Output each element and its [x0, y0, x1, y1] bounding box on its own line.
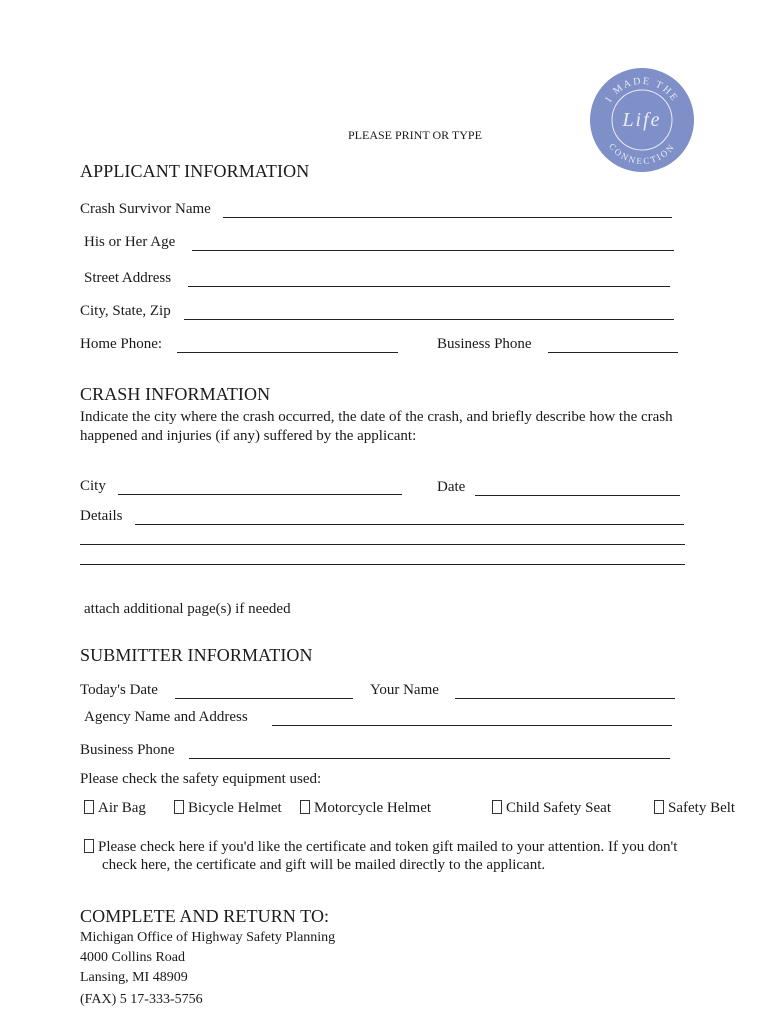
equipment-bicycle-helmet[interactable]	[174, 800, 282, 817]
seal-center-text: Life	[622, 109, 662, 131]
street-address-label: Street Address	[84, 270, 172, 286]
seal-top-text: I MADE THE	[603, 75, 681, 105]
i-made-the-life-connection-seal	[588, 66, 696, 174]
equipment-label: Safety Belt	[668, 800, 736, 816]
crash-date-field[interactable]	[475, 495, 680, 496]
return-street: 4000 Collins Road	[80, 950, 186, 965]
crash-instructions-line-2: happened and injuries (if any) suffered by the applicant:	[80, 428, 417, 444]
crash-details-label: Details	[80, 508, 123, 524]
your-name-label: Your Name	[370, 682, 439, 698]
age-field[interactable]	[192, 250, 674, 251]
submitter-business-phone-field[interactable]	[189, 758, 670, 759]
crash-city-field[interactable]	[118, 494, 402, 495]
equipment-label: Child Safety Seat	[506, 800, 611, 816]
return-org: Michigan Office of Highway Safety Planning	[80, 930, 336, 945]
seal-bottom-text: CONNECTION	[607, 141, 678, 167]
submitter-business-phone-label: Business Phone	[80, 742, 175, 758]
crash-instructions-line-1: Indicate the city where the crash occurred, the date of the crash, and briefly describe how the crash	[80, 409, 673, 425]
mail-option-line-2: check here, the certificate and gift will be mailed directly to the applicant.	[102, 857, 546, 873]
equipment-motorcycle-helmet[interactable]	[300, 800, 431, 817]
crash-details-field-2[interactable]	[80, 544, 685, 545]
home-phone-field[interactable]	[177, 352, 398, 353]
mail-option[interactable]	[84, 839, 677, 856]
mail-option-line-1: Please check here if you'd like the certificate and token gift mailed to your attention. If you don't	[98, 839, 678, 855]
crash-details-field-3[interactable]	[80, 564, 685, 565]
crash-details-field-1[interactable]	[135, 524, 684, 525]
attach-note: attach additional page(s) if needed	[84, 601, 291, 617]
applicant-business-phone-field[interactable]	[548, 352, 678, 353]
equipment-label: Motorcycle Helmet	[314, 800, 432, 816]
checkbox-icon[interactable]	[300, 800, 310, 814]
checkbox-icon[interactable]	[84, 839, 94, 853]
equipment-air-bag[interactable]	[84, 800, 146, 817]
return-city: Lansing, MI 48909	[80, 970, 188, 985]
submitter-heading: SUBMITTER INFORMATION	[80, 645, 313, 665]
print-instruction: PLEASE PRINT OR TYPE	[348, 128, 482, 142]
city-state-zip-label: City, State, Zip	[80, 303, 171, 319]
crash-heading: CRASH INFORMATION	[80, 384, 271, 404]
crash-date-label: Date	[437, 479, 466, 495]
todays-date-label: Today's Date	[80, 682, 158, 698]
applicant-business-phone-label: Business Phone	[437, 336, 532, 352]
equipment-prompt: Please check the safety equipment used:	[80, 771, 322, 787]
agency-label: Agency Name and Address	[84, 709, 248, 725]
equipment-child-safety-seat[interactable]	[492, 800, 611, 817]
equipment-label: Bicycle Helmet	[188, 800, 282, 816]
equipment-label: Air Bag	[98, 800, 146, 816]
your-name-field[interactable]	[455, 698, 675, 699]
applicant-heading: APPLICANT INFORMATION	[80, 161, 310, 181]
age-label: His or Her Age	[84, 234, 176, 250]
agency-field[interactable]	[272, 725, 672, 726]
crash-city-label: City	[80, 478, 106, 494]
checkbox-icon[interactable]	[84, 800, 94, 814]
return-fax: (FAX) 5 17-333-5756	[80, 992, 203, 1007]
checkbox-icon[interactable]	[492, 800, 502, 814]
street-address-field[interactable]	[188, 286, 670, 287]
city-state-zip-field[interactable]	[184, 319, 674, 320]
equipment-safety-belt[interactable]	[654, 800, 735, 817]
survivor-name-field[interactable]	[223, 217, 672, 218]
return-heading: COMPLETE AND RETURN TO:	[80, 906, 330, 926]
survivor-name-label: Crash Survivor Name	[80, 201, 211, 217]
checkbox-icon[interactable]	[654, 800, 664, 814]
home-phone-label: Home Phone:	[80, 336, 163, 352]
checkbox-icon[interactable]	[174, 800, 184, 814]
todays-date-field[interactable]	[175, 698, 353, 699]
